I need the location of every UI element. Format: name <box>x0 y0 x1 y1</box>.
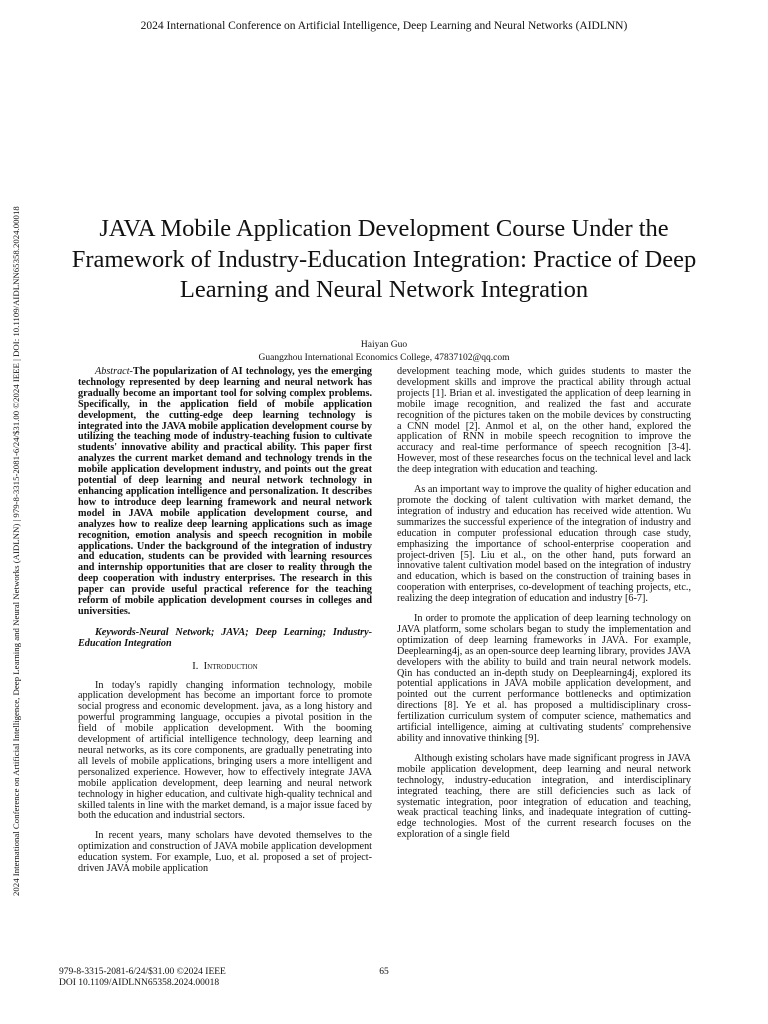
author-affiliation: Guangzhou International Economics College, 47837102@qq.com <box>258 353 510 363</box>
side-margin-citation <box>11 128 27 896</box>
paper-title: JAVA Mobile Application Development Course Under the Framework of Industry-Education Integration: Practice of Deep Learning and Neural Network Integration <box>71 215 697 303</box>
keywords: Keywords-Neural Network; JAVA; Deep Learning; Industry-Education Integration <box>78 626 372 649</box>
abstract-label: Abstract- <box>95 366 133 377</box>
body-paragraph: In today's rapidly changing information technology, mobile application development has become an important force to promote social progress and economic development. java, as a long history and powerful programming language, occupies a pivotal position in the field of mobile application development. With the booming development of artificial intelligence technology, deep learning and neural networks, as its core components, are gradually penetrating into all levels of mobile applications, bringing users a more intelligent and personalized experience. However, how to effectively integrate JAVA mobile application development, deep learning and neural network technology in higher education, and cultivate high-quality technical and skilled talents in line with the market demand, is a major issue faced by both the education and industrial sectors. <box>78 679 372 822</box>
body-paragraph: In order to promote the application of deep learning technology on JAVA platform, some scholars began to study the implementation and optimization of deep learning frameworks in JAVA. For example, Deeplearning4j, as an open-source deep learning library, provides JAVA developers with the ability to build and train neural network models. Qin has conducted an in-depth study on Deeplearning4j, explored its potential applications in JAVA mobile application development, and pointed out the current performance bottlenecks and optimization directions [8]. Ye et al. has proposed a multidisciplinary cross-fertilization curriculum system of computer science, mathematics and artificial intelligence, aiming at cultivating students' comprehensive ability and innovative thinking [9]. <box>397 613 691 744</box>
body-paragraph-continued: development teaching mode, which guides students to master the development skills and improve the practical ability through actual projects [1]. Brian et al. investigated the application of deep learning in mobile image recognition, and realized the fast and accurate recognition of the pictures taken on the mobile devices by constructing a CNN model [2]. Anmol et al, on the other hand, explored the application of RNN in mobile speech recognition to improve the accuracy and real-time performance of speech recognition [3-4]. However, most of these researches focus on the technical level and lack the deep integration with education and teaching. <box>397 366 691 476</box>
left-column <box>78 367 372 884</box>
side-margin-text: 2024 International Conference on Artificial Intelligence, Deep Learning and Neural Networks (AIDLNN) | 979-8-3315-2081-6/24/$31.00 ©2024 IEEE | DOI: 10.1109/AIDLNN65358.2024.00018 <box>11 206 21 896</box>
section-title: Introduction <box>203 660 258 672</box>
section-heading-introduction <box>78 662 372 673</box>
body-paragraph: As an important way to improve the quality of higher education and promote the docking of talent cultivation with market demand, the integration of industry and education has received wide attention. Wu summarizes the successful experience of the integration of industry and education in computer professional education through case study, emphasizing the importance of school-enterprise cooperation and project-driven [5]. Liu et al., on the other hand, puts forward an innovative talent cultivation model based on the integration of industry and education, which is based on the construction of training bases in cooperation with enterprises, co-development of teaching projects, etc., realizing the deep integration of education and industry [6-7]. <box>397 484 691 605</box>
abstract-text: The popularization of AI technology, yes the emerging technology represented by deep learning and neural network has gradually become an important tool for solving complex problems. Specifically, in the application field of mobile application development, the cutting-edge deep learning technology is integrated into the JAVA mobile application development course by utilizing the teaching mode of industry-teaching fusion to cultivate students' innovative ability and practical ability. This paper first analyzes the current market demand and technology trends in the mobile application development industry, and points out the great potential of deep learning and neural network technology in enhancing application intelligence and personalization. It describes how to introduce deep learning framework and neural network model in JAVA mobile application development course, and analyzes how to realize deep learning applications such as image recognition, emotion analysis and speech recognition in mobile applications. Under the background of the integration of industry and education, students can be provided with learning resources and internship opportunities that are closer to reality through the deep cooperation with industry enterprises. The research in this paper can provide useful practical reference for the teaching reform of mobile application development courses in colleges and universities. <box>78 366 372 617</box>
right-column <box>397 367 691 850</box>
section-number: I. <box>192 660 199 672</box>
footer-doi: DOI 10.1109/AIDLNN65358.2024.00018 <box>59 978 220 988</box>
footer-isbn: 979-8-3315-2081-6/24/$31.00 ©2024 IEEE <box>59 967 226 977</box>
conference-header: 2024 International Conference on Artificial Intelligence, Deep Learning and Neural Networks (AIDLNN) <box>140 20 628 32</box>
author-name: Haiyan Guo <box>360 340 408 350</box>
body-paragraph: Although existing scholars have made significant progress in JAVA mobile application development, deep learning and neural network technology, industry-education integration, and interdisciplinary integrated teaching, there are still deficiencies such as lack of systematic integration, poor integration of education and teaching, weak practical teaching links, and inadequate integration of cutting-edge technologies. Most of the current research focuses on the exploration of a single field <box>397 752 691 841</box>
page-number: 65 <box>379 967 389 977</box>
body-paragraph: In recent years, many scholars have devoted themselves to the optimization and construction of JAVA mobile application development education system. For example, Luo, et al. proposed a set of project-driven JAVA mobile application <box>78 830 372 875</box>
abstract <box>78 367 372 618</box>
